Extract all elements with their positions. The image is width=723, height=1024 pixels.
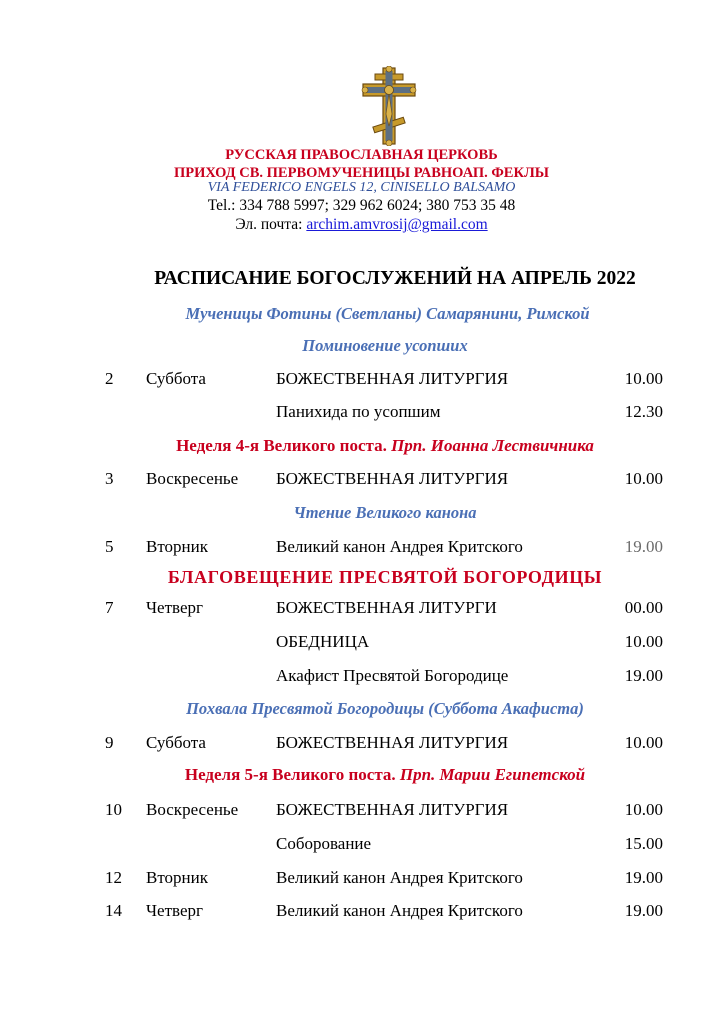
feast-saint: Прп. Марии Египетской	[399, 765, 586, 784]
day: 14	[105, 901, 122, 920]
service: БОЖЕСТВЕННАЯ ЛИТУРГИЯ	[276, 733, 509, 752]
schedule-row	[0, 733, 723, 757]
day: 7	[105, 598, 114, 617]
service: БОЖЕСТВЕННАЯ ЛИТУРГИ	[276, 598, 497, 617]
feast-heading: Похвала Пресвятой Богородицы (Суббота Акафиста)	[186, 699, 584, 718]
time: 10.00	[624, 800, 663, 819]
schedule-row	[0, 901, 723, 925]
parish-name: ПРИХОД СВ. ПЕРВОМУЧЕНИЦЫ РАВНОАП. ФЕКЛЫ	[173, 165, 550, 181]
service: Великий канон Андрея Критского	[276, 868, 523, 887]
time: 12.30	[624, 402, 663, 421]
day: 2	[105, 369, 114, 388]
email-label: Эл. почта:	[235, 216, 307, 233]
schedule-row	[0, 868, 723, 892]
time: 19.00	[624, 666, 663, 685]
day: 3	[105, 469, 114, 488]
day: 9	[105, 733, 114, 752]
day: 10	[105, 800, 122, 819]
service: БОЖЕСТВЕННАЯ ЛИТУРГИЯ	[276, 469, 509, 488]
schedule-row	[0, 537, 723, 561]
schedule-row	[0, 469, 723, 493]
time: 15.00	[624, 834, 663, 853]
schedule-row	[0, 800, 723, 824]
time: 00.00	[624, 598, 663, 617]
service: Великий канон Андрея Критского	[276, 901, 523, 920]
schedule-row	[0, 402, 723, 426]
schedule-row	[0, 598, 723, 622]
weekday: Четверг	[146, 598, 203, 617]
page-title: РАСПИСАНИЕ БОГОСЛУЖЕНИЙ НА АПРЕЛЬ 2022	[154, 268, 636, 289]
weekday: Суббота	[146, 733, 206, 752]
orthodox-cross-icon	[359, 66, 419, 146]
phones: Tel.: 334 788 5997; 329 962 6024; 380 753 35 48	[207, 197, 516, 214]
feast-heading: БЛАГОВЕЩЕНИЕ ПРЕСВЯТОЙ БОГОРОДИЦЫ	[167, 567, 603, 587]
church-name: РУССКАЯ ПРАВОСЛАВНАЯ ЦЕРКОВЬ	[225, 147, 498, 163]
feast-heading: Мученицы Фотины (Светланы) Самарянини, Римской	[185, 304, 590, 323]
time: 19.00	[624, 901, 663, 920]
time: 10.00	[624, 632, 663, 651]
feast-sunday: Неделя 4-я Великого поста.	[176, 436, 392, 455]
weekday: Суббота	[146, 369, 206, 388]
email-link[interactable]: archim.amvrosij@gmail.com	[306, 216, 488, 233]
schedule-row	[0, 369, 723, 393]
service: Соборование	[276, 834, 372, 853]
feast-heading	[0, 436, 723, 456]
service: Великий канон Андрея Критского	[276, 537, 523, 556]
feast-heading: Поминовение усопших	[302, 336, 468, 355]
schedule-row	[0, 666, 723, 690]
service: БОЖЕСТВЕННАЯ ЛИТУРГИЯ	[276, 800, 509, 819]
feast-heading: Чтение Великого канона	[293, 503, 477, 522]
weekday: Воскресенье	[146, 469, 239, 488]
time: 10.00	[624, 369, 663, 388]
day: 5	[105, 537, 114, 556]
time: 19.00	[624, 868, 663, 887]
address: VIA FEDERICO ENGELS 12, CINISELLO BALSAMO	[207, 180, 516, 195]
weekday: Воскресенье	[146, 800, 239, 819]
schedule-row	[0, 834, 723, 858]
weekday: Четверг	[146, 901, 203, 920]
email-line	[0, 216, 723, 234]
schedule-row	[0, 632, 723, 656]
time: 10.00	[624, 733, 663, 752]
weekday: Вторник	[146, 537, 208, 556]
service: Панихида по усопшим	[276, 402, 441, 421]
feast-saint: Прп. Иоанна Лествичника	[391, 436, 594, 455]
feast-sunday: Неделя 5-я Великого поста.	[184, 765, 400, 784]
day: 12	[105, 868, 122, 887]
service: БОЖЕСТВЕННАЯ ЛИТУРГИЯ	[276, 369, 509, 388]
weekday: Вторник	[146, 868, 208, 887]
service: ОБЕДНИЦА	[276, 632, 370, 651]
time: 19.00	[624, 537, 663, 556]
time: 10.00	[624, 469, 663, 488]
feast-heading	[0, 765, 723, 785]
service: Акафист Пресвятой Богородице	[276, 666, 509, 685]
